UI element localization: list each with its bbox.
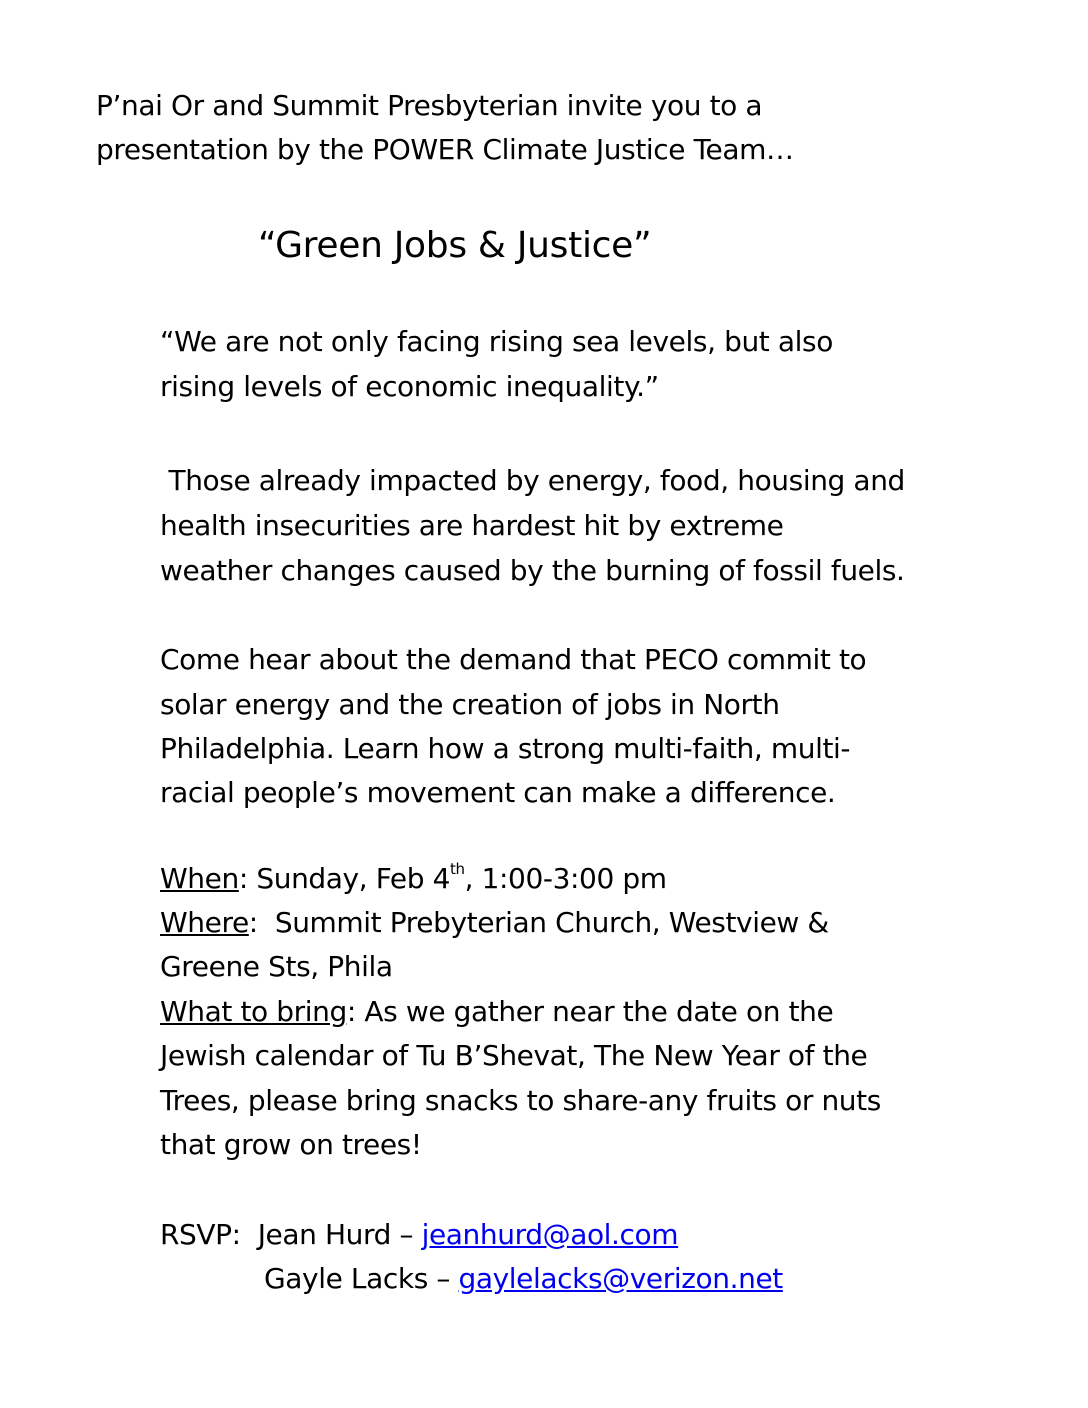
paragraph2-line-1: Come hear about the demand that PECO commit to xyxy=(160,643,867,676)
rsvp-contact2-email-link[interactable]: gaylelacks@verizon.net xyxy=(458,1262,783,1295)
where-label: Where xyxy=(160,906,249,939)
paragraph2-line-4: racial people’s movement can make a difference. xyxy=(160,776,836,809)
bring-line-2: Jewish calendar of Tu B’Shevat, The New Year of the xyxy=(160,1039,868,1072)
rsvp-contact1-email-link[interactable]: jeanhurd@aol.com xyxy=(421,1218,679,1251)
when-line xyxy=(160,857,667,901)
intro-line-1: P’nai Or and Summit Presbyterian invite you to a xyxy=(96,89,763,122)
paragraph1-line-1: Those already impacted by energy, food, housing and xyxy=(160,464,905,497)
bring-line xyxy=(160,990,833,1034)
when-superscript: th xyxy=(450,859,465,878)
bring-label: What to bring xyxy=(160,995,347,1028)
paragraph1-line-3: weather changes caused by the burning of fossil fuels. xyxy=(160,554,905,587)
quote-line-2: rising levels of economic inequality.” xyxy=(160,370,659,403)
paragraph2-line-3: Philadelphia. Learn how a strong multi-faith, multi- xyxy=(160,732,851,765)
bring-line-3: Trees, please bring snacks to share-any fruits or nuts xyxy=(160,1084,881,1117)
when-label: When xyxy=(160,862,239,895)
paragraph1-line-2: health insecurities are hardest hit by extreme xyxy=(160,509,784,542)
bring-line-4: that grow on trees! xyxy=(160,1128,422,1161)
when-text: : Sunday, Feb 4 xyxy=(238,862,451,895)
rsvp-label: RSVP: xyxy=(160,1218,258,1251)
intro-line-2: presentation by the POWER Climate Justice Team… xyxy=(96,133,794,166)
rsvp-line-2 xyxy=(264,1257,783,1301)
where-line xyxy=(160,901,829,945)
where-line-2: Greene Sts, Phila xyxy=(160,950,393,983)
rsvp-contact2-name: Gayle Lacks – xyxy=(264,1262,459,1295)
where-text: : Summit Prebyterian Church, Westview & xyxy=(248,906,829,939)
event-title: “Green Jobs & Justice” xyxy=(258,225,652,266)
quote-line-1: “We are not only facing rising sea levels, but also xyxy=(160,325,833,358)
rsvp-line-1 xyxy=(160,1213,678,1257)
when-time: , 1:00-3:00 pm xyxy=(464,862,667,895)
rsvp-contact1-name: Jean Hurd – xyxy=(257,1218,422,1251)
paragraph2-line-2: solar energy and the creation of jobs in North xyxy=(160,688,780,721)
bring-text: : As we gather near the date on the xyxy=(346,995,834,1028)
